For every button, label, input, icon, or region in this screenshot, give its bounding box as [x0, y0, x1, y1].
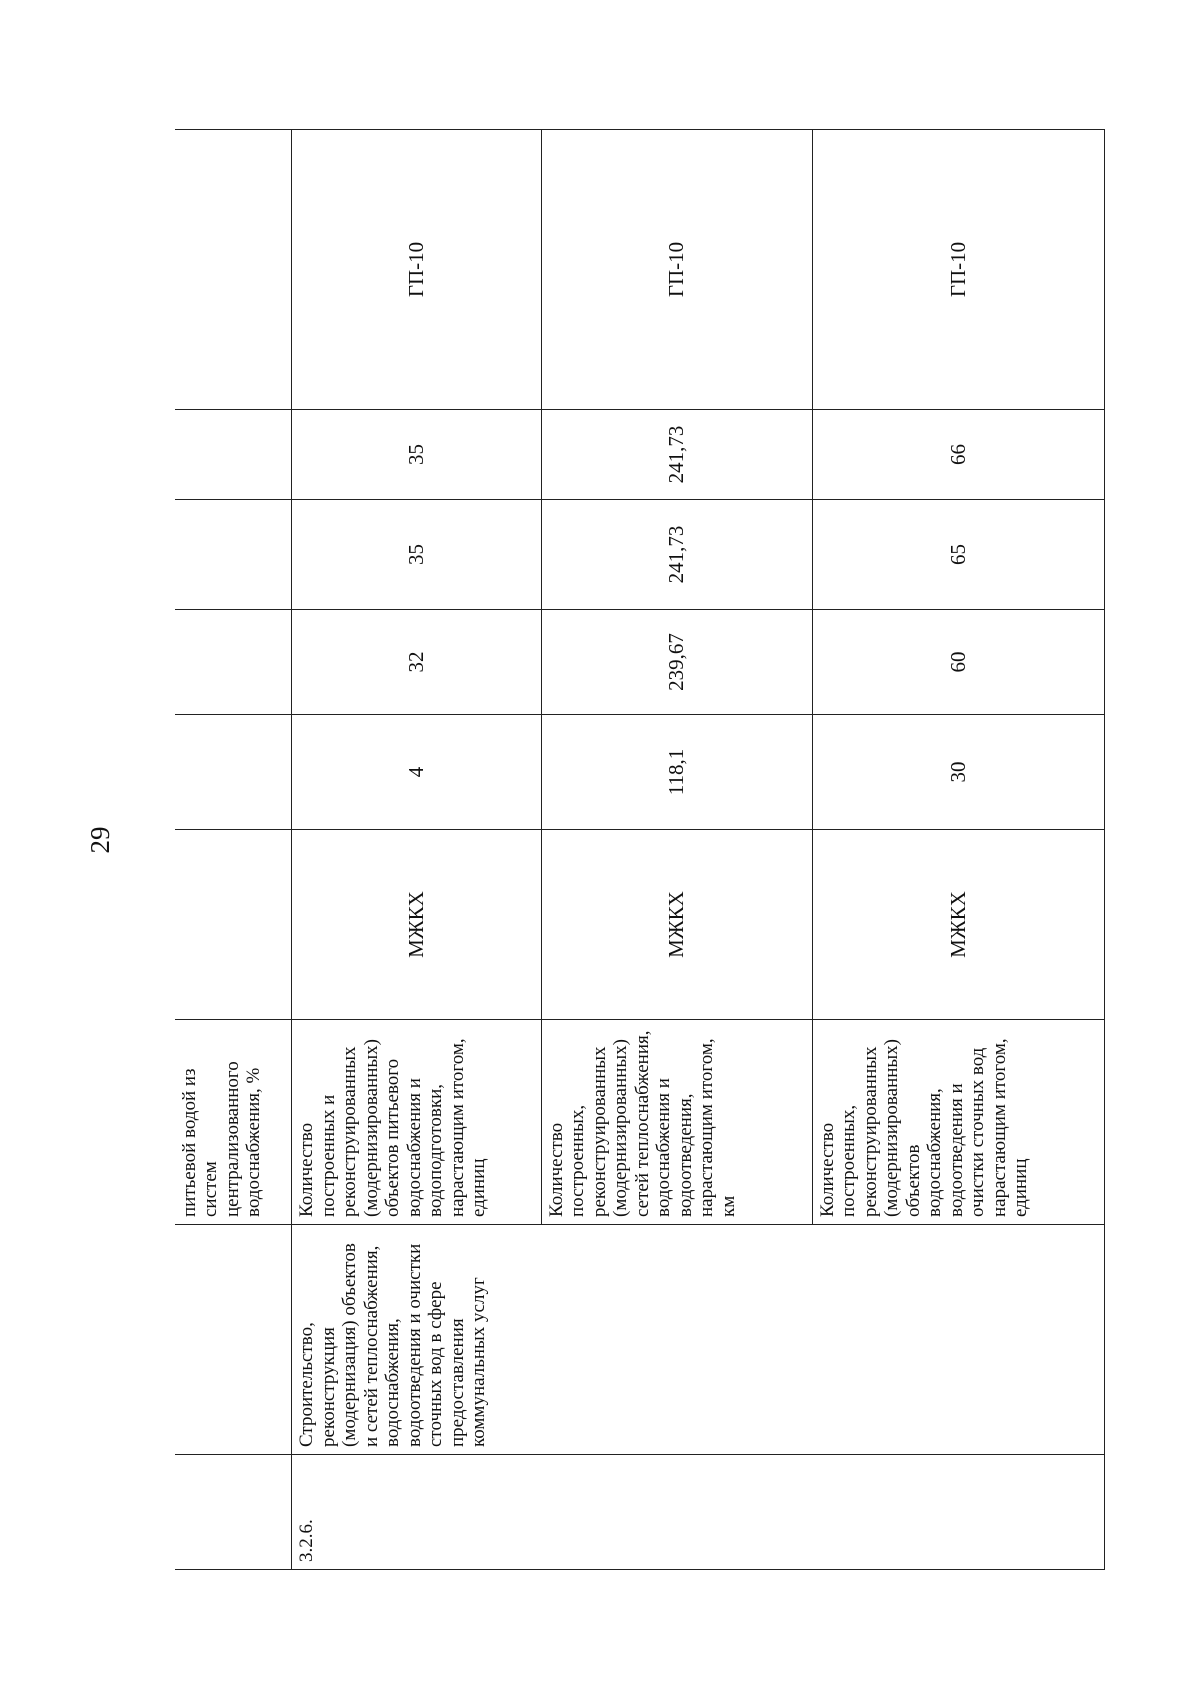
cell-value: 66: [812, 410, 1104, 500]
cell-value: 30: [812, 715, 1104, 830]
cell-indicator: Количество построенных и реконструированных (модернизированных) объектов питьевого водоснабжения и водоподготовки, нарастающим итогом, единиц: [292, 1020, 542, 1225]
cell-source: ГП-10: [812, 130, 1104, 410]
cell-value: [175, 715, 292, 830]
cell-value: 32: [292, 610, 542, 715]
cell-responsible: МЖКХ: [541, 830, 812, 1020]
cell-responsible: [175, 830, 292, 1020]
cell-responsible: МЖКХ: [812, 830, 1104, 1020]
section-title: Строительство, реконструкция (модернизация) объектов и сетей теплоснабжения, водоснабжения, водоотведения и очистки сточных вод в сфере предоставления коммунальных услуг: [292, 1225, 1105, 1455]
table-row: [292, 130, 542, 1570]
cell-value: 4: [292, 715, 542, 830]
cell-value: 35: [292, 500, 542, 610]
cell-value: 239,67: [541, 610, 812, 715]
cell-source: ГП-10: [541, 130, 812, 410]
cell-value: 241,73: [541, 410, 812, 500]
cell-indicator: питьевой водой из систем централизованного водоснабжения, %: [175, 1020, 292, 1225]
cell-value: [175, 610, 292, 715]
cell-indicator: Количество построенных, реконструированных (модернизированных) объектов водоснабжения, водоотведения и очистки сточных вод нарастающим итогом, единиц: [812, 1020, 1104, 1225]
cell-value: 118,1: [541, 715, 812, 830]
cell-value: 35: [292, 410, 542, 500]
table-row-continuation: [175, 130, 292, 1570]
cell-value: 60: [812, 610, 1104, 715]
cell-source: ГП-10: [292, 130, 542, 410]
page-number: 29: [85, 826, 115, 854]
rotated-table-container: [175, 130, 1105, 1570]
cell-source: [175, 130, 292, 410]
cell-section: [175, 1225, 292, 1455]
cell-number: [175, 1455, 292, 1570]
section-number: 3.2.6.: [292, 1455, 1105, 1570]
indicators-table: [175, 129, 1105, 1570]
cell-value: [175, 410, 292, 500]
cell-value: 65: [812, 500, 1104, 610]
cell-indicator: Количество построенных, реконструированных (модернизированных) сетей теплоснабжения, водоснабжения и водоотведения, нарастающим итогом, км: [541, 1020, 812, 1225]
cell-responsible: МЖКХ: [292, 830, 542, 1020]
cell-value: 241,73: [541, 500, 812, 610]
cell-value: [175, 500, 292, 610]
